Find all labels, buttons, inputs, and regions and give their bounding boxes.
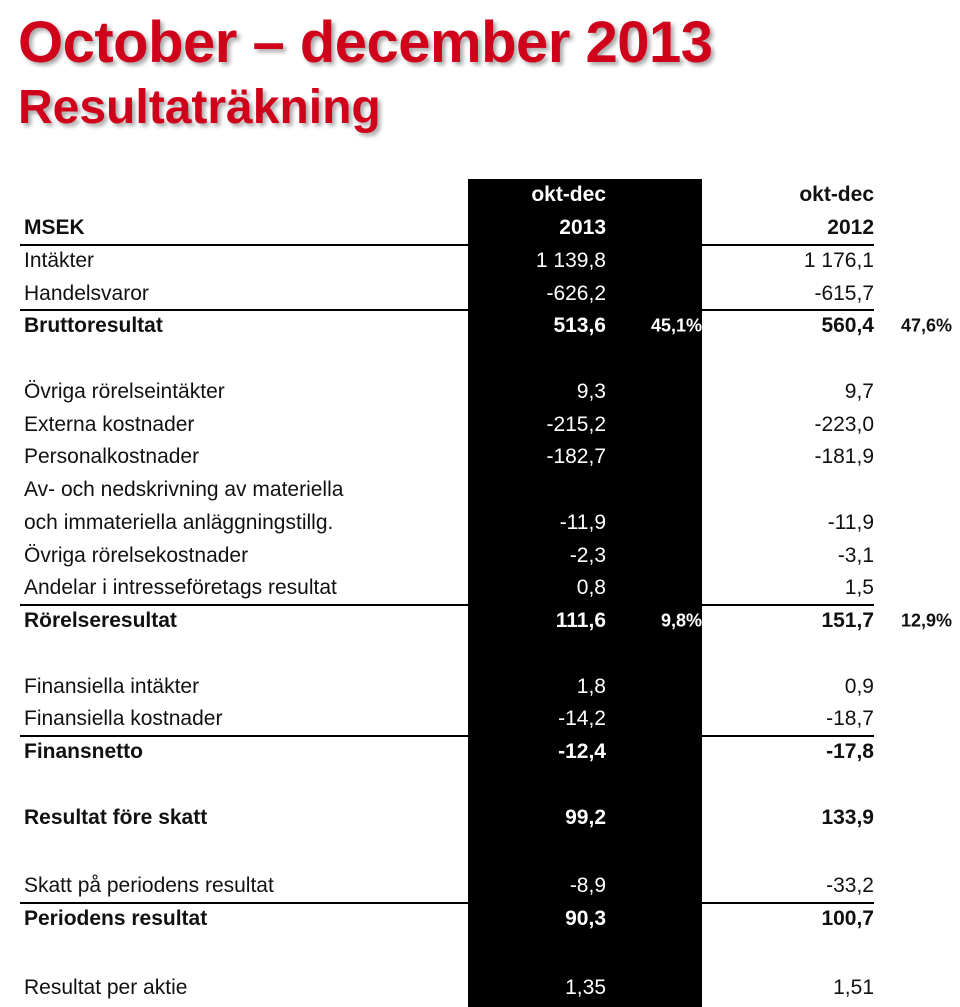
row-value-2012: -18,7 (826, 707, 874, 731)
table-row (0, 408, 960, 441)
row-value-2012: 560,4 (821, 314, 874, 338)
row-value-2012: 100,7 (821, 907, 874, 931)
row-label: Externa kostnader (24, 412, 195, 436)
row-value-2012: 133,9 (821, 805, 874, 829)
spacer-row (0, 834, 960, 870)
table-row (0, 277, 960, 310)
page-subtitle: Resultaträkning (18, 81, 381, 134)
row-label: Övriga rörelsekostnader (24, 543, 249, 567)
spacer-row (0, 343, 960, 376)
table-row (0, 441, 960, 474)
row-label: Bruttoresultat (24, 314, 163, 338)
row-value-2013: 111,6 (555, 609, 606, 633)
row-value-2013: 0,8 (576, 576, 606, 600)
row-label: Finansiella kostnader (24, 707, 223, 731)
row-value-2012: -11,9 (827, 510, 874, 534)
table-row (0, 572, 960, 605)
row-value-2012: -3,1 (837, 543, 874, 567)
header-row-year (0, 212, 960, 245)
row-value-2012: -17,8 (826, 740, 874, 764)
row-value-2013: -12,4 (558, 740, 606, 764)
row-label: Rörelseresultat (24, 609, 177, 633)
row-label: och immateriella anläggningstillg. (24, 510, 334, 534)
title-block (18, 10, 713, 134)
row-label: Resultat före skatt (24, 805, 208, 829)
row-label: Personalkostnader (24, 445, 200, 469)
row-value-2013: -8,9 (569, 874, 606, 898)
row-value-2012: 1,51 (833, 975, 874, 999)
row-label: Andelar i intresseföretags resultat (24, 576, 337, 600)
row-label: Resultat per aktie (24, 975, 188, 999)
row-margin-2013: 45,1% (650, 315, 702, 336)
row-value-2013: 90,3 (565, 907, 606, 931)
table-row (0, 474, 960, 507)
header-period-2012: okt-dec (799, 183, 874, 207)
row-value-2013: -2,3 (569, 543, 606, 567)
row-value-2012: -223,0 (814, 412, 874, 436)
row-label: Intäkter (24, 248, 95, 272)
spacer-row (0, 936, 960, 972)
header-row-period (0, 179, 960, 212)
table-row (0, 903, 960, 936)
row-value-2013: 9,3 (576, 379, 606, 403)
table-row (0, 376, 960, 409)
header-year-2013: 2013 (559, 216, 606, 240)
row-value-2012: 9,7 (844, 379, 874, 403)
row-value-2013: 513,6 (553, 314, 606, 338)
row-label: Av- och nedskrivning av materiella (24, 478, 344, 502)
row-margin-2012: 12,9% (900, 610, 952, 631)
row-value-2013: 1,35 (565, 975, 606, 999)
table-row (0, 870, 960, 903)
income-statement-table (0, 179, 960, 1004)
row-value-2013: -215,2 (546, 412, 606, 436)
table-row (0, 310, 960, 343)
table-row (0, 507, 960, 540)
header-unit: MSEK (24, 216, 85, 240)
row-value-2013: -182,7 (546, 445, 606, 469)
spacer-row (0, 769, 960, 802)
row-value-2013: -626,2 (546, 281, 606, 305)
table-row (0, 245, 960, 278)
table-row (0, 801, 960, 834)
row-value-2013: -14,2 (558, 707, 606, 731)
row-value-2012: -33,2 (826, 874, 874, 898)
row-value-2012: -181,9 (814, 445, 874, 469)
row-label: Övriga rörelseintäkter (24, 379, 225, 403)
row-margin-2013: 9,8% (660, 610, 702, 631)
row-value-2012: -615,7 (814, 281, 874, 305)
row-margin-2012: 47,6% (900, 315, 952, 336)
page-title: October – december 2013 (18, 10, 713, 75)
row-label: Skatt på periodens resultat (24, 874, 274, 898)
table-row (0, 539, 960, 572)
row-value-2012: 151,7 (821, 609, 874, 633)
row-label: Finansiella intäkter (24, 674, 200, 698)
row-value-2013: 99,2 (565, 805, 606, 829)
row-value-2013: 1,8 (576, 674, 606, 698)
header-year-2012: 2012 (827, 216, 874, 240)
table-row (0, 972, 960, 1005)
table-row (0, 736, 960, 769)
row-value-2012: 1,5 (844, 576, 874, 600)
row-label: Periodens resultat (24, 907, 208, 931)
row-label: Finansnetto (24, 740, 143, 764)
row-value-2013: -11,9 (559, 510, 606, 534)
table-row (0, 670, 960, 703)
header-period-2013: okt-dec (531, 183, 606, 207)
row-label: Handelsvaror (24, 281, 149, 305)
row-value-2012: 1 176,1 (803, 248, 874, 272)
row-value-2012: 0,9 (844, 674, 874, 698)
row-value-2013: 1 139,8 (535, 248, 606, 272)
table-row (0, 605, 960, 638)
table-row (0, 703, 960, 736)
spacer-row (0, 638, 960, 671)
